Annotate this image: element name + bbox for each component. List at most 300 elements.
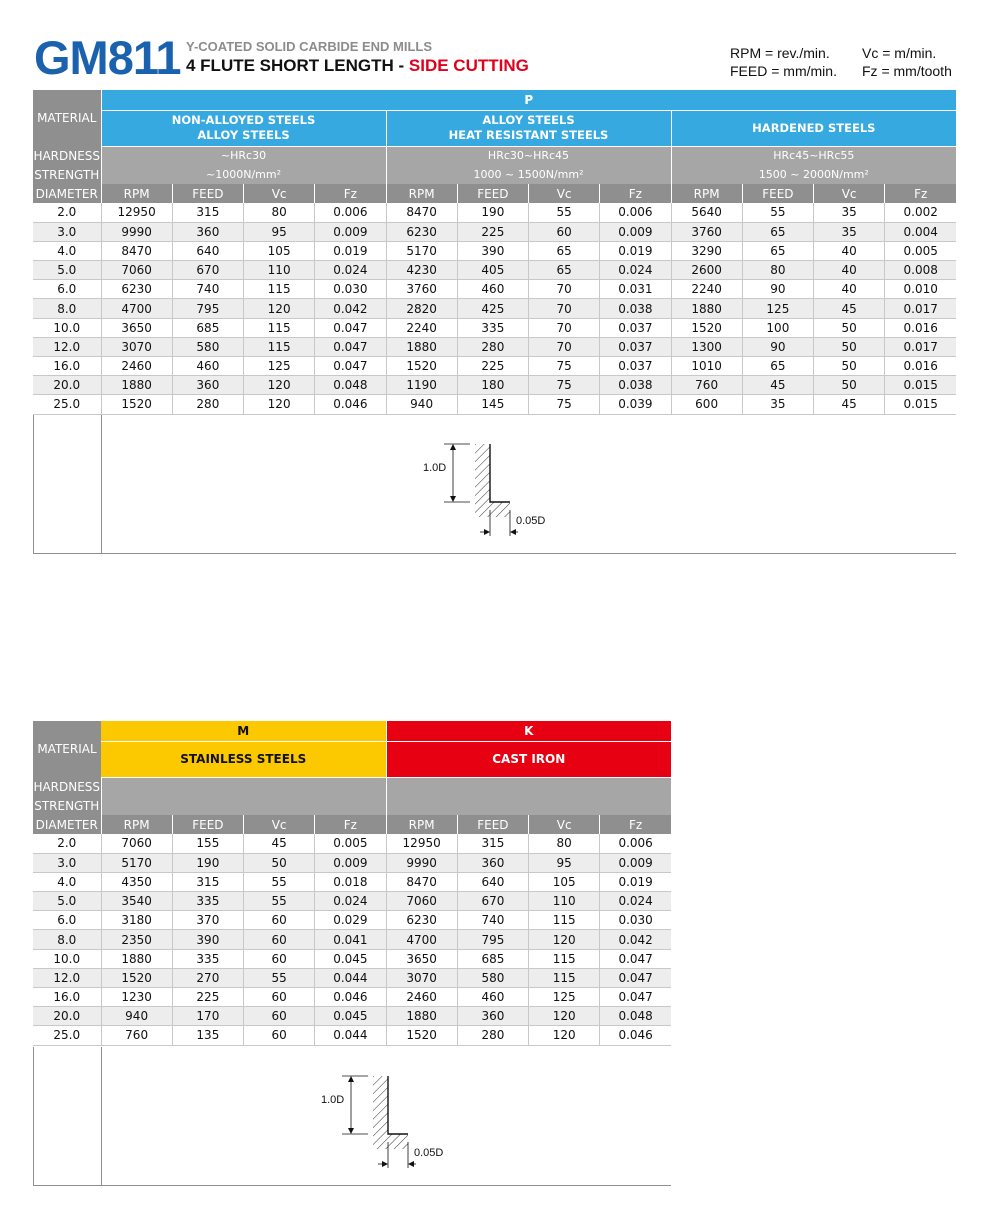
table-cell: 0.037 (600, 357, 671, 376)
group-code-k: K (386, 721, 671, 741)
material-cast-iron: CAST IRON (386, 741, 671, 777)
col-rpm: RPM (386, 184, 457, 203)
table-cell: 75 (529, 357, 600, 376)
table-cell: 115 (529, 911, 600, 930)
table-cell: 5170 (101, 853, 172, 872)
table-cell: 70 (529, 299, 600, 318)
table-cell: 0.024 (315, 892, 386, 911)
table-cell: 0.045 (315, 1007, 386, 1026)
table-cell: 0.024 (600, 261, 671, 280)
table-cell: 0.037 (600, 337, 671, 356)
col-feed: FEED (172, 184, 243, 203)
table-cell: 315 (172, 872, 243, 891)
table-cell: 115 (244, 280, 315, 299)
material-stainless: STAINLESS STEELS (101, 741, 386, 777)
table-cell: 65 (742, 357, 813, 376)
table-cell: 0.015 (885, 395, 956, 414)
col-rpm: RPM (101, 184, 172, 203)
table-cell: 1230 (101, 988, 172, 1007)
table-cell: 670 (172, 261, 243, 280)
table-row (33, 337, 956, 356)
col-vc: Vc (529, 815, 600, 834)
table-cell: 45 (814, 299, 885, 318)
table-cell: 460 (457, 280, 528, 299)
table-cell: 170 (172, 1007, 243, 1026)
table-cell: 80 (742, 261, 813, 280)
depth-label: 1.0D (321, 1094, 345, 1106)
table-cell: 685 (457, 949, 528, 968)
table-row (33, 357, 956, 376)
table-cell: 12950 (101, 203, 172, 222)
table-cell: 65 (529, 261, 600, 280)
table-cell: 3650 (386, 949, 457, 968)
hardness-value: HRc45~HRc55 (671, 146, 956, 165)
table-cell: 2600 (671, 261, 742, 280)
table-cell: 50 (814, 318, 885, 337)
strength-value (101, 796, 386, 815)
table-cell: 0.047 (315, 357, 386, 376)
legend-fz: Fz = mm/tooth (862, 63, 952, 79)
table-row (33, 241, 956, 260)
table-cell: 8470 (386, 872, 457, 891)
product-subtitle: Y-COATED SOLID CARBIDE END MILLS (186, 39, 433, 54)
col-feed: FEED (742, 184, 813, 203)
table-cell: 3180 (101, 911, 172, 930)
table-cell: 4700 (386, 930, 457, 949)
table-cell: 120 (529, 1007, 600, 1026)
table-cell: 0.046 (315, 988, 386, 1007)
material-label: MATERIAL (33, 90, 101, 146)
col-fz: Fz (885, 184, 956, 203)
table-cell: 760 (671, 376, 742, 395)
diameter-cell: 12.0 (33, 968, 101, 987)
table-cell: 460 (457, 988, 528, 1007)
table-cell: 55 (244, 968, 315, 987)
table-cell: 0.002 (885, 203, 956, 222)
table-cell: 3760 (386, 280, 457, 299)
table-cell: 460 (172, 357, 243, 376)
table-row (33, 299, 956, 318)
table-cell: 0.039 (600, 395, 671, 414)
table-cell: 0.015 (885, 376, 956, 395)
material-non-alloyed: NON-ALLOYED STEELS ALLOY STEELS (101, 110, 386, 146)
table-cell: 1520 (386, 357, 457, 376)
table-cell: 2240 (671, 280, 742, 299)
table-cell: 120 (244, 299, 315, 318)
product-title (186, 56, 529, 76)
diameter-cell: 6.0 (33, 911, 101, 930)
table-row (33, 376, 956, 395)
table-cell: 1520 (101, 395, 172, 414)
table-cell: 0.044 (315, 1026, 386, 1045)
table-cell: 5170 (386, 241, 457, 260)
table-cell: 60 (244, 930, 315, 949)
table-cell: 12950 (386, 834, 457, 853)
table-cell: 0.030 (600, 911, 671, 930)
col-fz: Fz (600, 815, 671, 834)
diameter-cell: 2.0 (33, 203, 101, 222)
strength-label: STRENGTH (33, 796, 101, 815)
table-cell: 0.029 (315, 911, 386, 930)
group-code-m: M (101, 721, 386, 741)
strength-label: STRENGTH (33, 165, 101, 184)
table-row (33, 261, 956, 280)
table-cell: 0.005 (885, 241, 956, 260)
table-cell: 1300 (671, 337, 742, 356)
title-highlight: SIDE CUTTING (408, 56, 529, 75)
table-cell: 280 (457, 337, 528, 356)
table-cell: 190 (172, 853, 243, 872)
table-cell: 65 (529, 241, 600, 260)
diameter-cell: 2.0 (33, 834, 101, 853)
table-cell: 0.019 (600, 241, 671, 260)
table-cell: 360 (172, 222, 243, 241)
table-cell: 0.030 (315, 280, 386, 299)
diameter-label: DIAMETER (33, 815, 101, 834)
table-cell: 670 (457, 892, 528, 911)
diameter-cell: 5.0 (33, 892, 101, 911)
table-cell: 50 (814, 337, 885, 356)
strength-value (386, 796, 671, 815)
table-cell: 1190 (386, 376, 457, 395)
table-cell: 270 (172, 968, 243, 987)
col-feed: FEED (457, 184, 528, 203)
table-cell: 390 (172, 930, 243, 949)
table-body (33, 834, 671, 1045)
table-cell: 0.047 (600, 988, 671, 1007)
table-cell: 280 (457, 1026, 528, 1045)
table-cell: 425 (457, 299, 528, 318)
table-cell: 60 (244, 988, 315, 1007)
table-cell: 760 (101, 1026, 172, 1045)
col-rpm: RPM (671, 184, 742, 203)
table-cell: 9990 (386, 853, 457, 872)
table-cell: 2460 (386, 988, 457, 1007)
table-cell: 225 (457, 222, 528, 241)
table-cell: 1520 (386, 1026, 457, 1045)
table-cell: 795 (172, 299, 243, 318)
table-cell: 0.048 (315, 376, 386, 395)
figure-area-left-rule (33, 415, 101, 554)
table-cell: 110 (244, 261, 315, 280)
table-cell: 75 (529, 395, 600, 414)
col-vc: Vc (244, 815, 315, 834)
table-cell: 7060 (101, 834, 172, 853)
table-cell: 8470 (386, 203, 457, 222)
col-fz: Fz (315, 815, 386, 834)
table-cell: 125 (742, 299, 813, 318)
table-row (33, 911, 671, 930)
table-cell: 115 (244, 337, 315, 356)
table-cell: 795 (457, 930, 528, 949)
table-cell: 40 (814, 261, 885, 280)
table-cell: 685 (172, 318, 243, 337)
table-cell: 0.019 (315, 241, 386, 260)
diameter-cell: 25.0 (33, 1026, 101, 1045)
table-cell: 2820 (386, 299, 457, 318)
table-cell: 45 (244, 834, 315, 853)
col-fz: Fz (315, 184, 386, 203)
table-row (33, 318, 956, 337)
table-cell: 6230 (101, 280, 172, 299)
hardness-value (386, 777, 671, 796)
hardness-value: ~HRc30 (101, 146, 386, 165)
table-row (33, 949, 671, 968)
table-cell: 75 (529, 376, 600, 395)
hardness-label: HARDNESS (33, 146, 101, 165)
table-cell: 45 (742, 376, 813, 395)
table-cell: 0.006 (600, 834, 671, 853)
diameter-cell: 16.0 (33, 988, 101, 1007)
table-cell: 1880 (101, 376, 172, 395)
table-cell: 0.037 (600, 318, 671, 337)
table-cell: 315 (172, 203, 243, 222)
table-cell: 0.041 (315, 930, 386, 949)
cutting-table-p (33, 90, 956, 415)
table-cell: 0.038 (600, 299, 671, 318)
diameter-cell: 10.0 (33, 949, 101, 968)
legend-feed: FEED = mm/min. (730, 63, 837, 79)
hardness-value: HRc30~HRc45 (386, 146, 671, 165)
table-cell: 0.010 (885, 280, 956, 299)
table-cell: 4350 (101, 872, 172, 891)
table-cell: 0.024 (600, 892, 671, 911)
table-cell: 0.042 (600, 930, 671, 949)
table-cell: 1880 (101, 949, 172, 968)
table-cell: 60 (244, 1026, 315, 1045)
table-cell: 0.047 (315, 337, 386, 356)
table-cell: 580 (457, 968, 528, 987)
table-cell: 1880 (386, 337, 457, 356)
table-cell: 9990 (101, 222, 172, 241)
table-cell: 4230 (386, 261, 457, 280)
table-cell: 145 (457, 395, 528, 414)
diameter-label: DIAMETER (33, 184, 101, 203)
table-cell: 335 (172, 892, 243, 911)
table-cell: 0.017 (885, 337, 956, 356)
table-cell: 335 (457, 318, 528, 337)
table-body (33, 203, 956, 414)
table-cell: 5640 (671, 203, 742, 222)
table-cell: 55 (529, 203, 600, 222)
table-cell: 0.024 (315, 261, 386, 280)
table-cell: 0.016 (885, 357, 956, 376)
table-cell: 35 (814, 203, 885, 222)
table-cell: 125 (244, 357, 315, 376)
diameter-cell: 8.0 (33, 299, 101, 318)
table-cell: 0.048 (600, 1007, 671, 1026)
table-cell: 50 (244, 853, 315, 872)
width-label: 0.05D (414, 1147, 444, 1159)
table-cell: 0.006 (600, 203, 671, 222)
table-cell: 0.009 (315, 222, 386, 241)
table-cell: 0.006 (315, 203, 386, 222)
depth-label: 1.0D (423, 462, 447, 474)
material-hardened: HARDENED STEELS (671, 110, 956, 146)
table-cell: 0.047 (600, 968, 671, 987)
col-fz: Fz (600, 184, 671, 203)
table-cell: 740 (172, 280, 243, 299)
col-rpm: RPM (386, 815, 457, 834)
table-cell: 4700 (101, 299, 172, 318)
diameter-cell: 25.0 (33, 395, 101, 414)
table-cell: 0.038 (600, 376, 671, 395)
diameter-cell: 12.0 (33, 337, 101, 356)
table-cell: 90 (742, 337, 813, 356)
table-cell: 110 (529, 892, 600, 911)
table-cell: 0.009 (315, 853, 386, 872)
table-cell: 0.042 (315, 299, 386, 318)
table-cell: 640 (172, 241, 243, 260)
table-cell: 3760 (671, 222, 742, 241)
figure-area-left-rule (33, 1047, 101, 1186)
table-cell: 90 (742, 280, 813, 299)
product-code: GM811 (34, 31, 181, 84)
table-cell: 8470 (101, 241, 172, 260)
table-cell: 225 (457, 357, 528, 376)
col-feed: FEED (457, 815, 528, 834)
table-cell: 95 (529, 853, 600, 872)
table-cell: 225 (172, 988, 243, 1007)
table-cell: 1520 (671, 318, 742, 337)
diameter-cell: 3.0 (33, 853, 101, 872)
table-cell: 120 (529, 1026, 600, 1045)
table-cell: 3070 (101, 337, 172, 356)
table-cell: 3070 (386, 968, 457, 987)
table-cell: 600 (671, 395, 742, 414)
table-row (33, 892, 671, 911)
table-cell: 80 (244, 203, 315, 222)
table-cell: 0.045 (315, 949, 386, 968)
table-cell: 0.017 (885, 299, 956, 318)
table-cell: 105 (529, 872, 600, 891)
strength-value: 1500 ~ 2000N/mm² (671, 165, 956, 184)
table-cell: 120 (529, 930, 600, 949)
diameter-cell: 4.0 (33, 241, 101, 260)
diameter-cell: 8.0 (33, 930, 101, 949)
hardness-value (101, 777, 386, 796)
table-cell: 0.018 (315, 872, 386, 891)
table-cell: 360 (457, 853, 528, 872)
table-cell: 0.031 (600, 280, 671, 299)
table-cell: 2350 (101, 930, 172, 949)
table-cell: 115 (529, 968, 600, 987)
table-cell: 0.047 (315, 318, 386, 337)
table-cell: 0.044 (315, 968, 386, 987)
table-cell: 180 (457, 376, 528, 395)
table-row (33, 988, 671, 1007)
table-cell: 80 (529, 834, 600, 853)
diameter-cell: 16.0 (33, 357, 101, 376)
material-label: MATERIAL (33, 721, 101, 777)
table-cell: 0.008 (885, 261, 956, 280)
table-cell: 155 (172, 834, 243, 853)
width-label: 0.05D (516, 515, 546, 527)
legend-rpm: RPM = rev./min. (730, 45, 830, 61)
table-row (33, 395, 956, 414)
table-row (33, 834, 671, 853)
table-row (33, 853, 671, 872)
table-cell: 60 (529, 222, 600, 241)
material-alloy-heat-resistant: ALLOY STEELS HEAT RESISTANT STEELS (386, 110, 671, 146)
table-cell: 120 (244, 395, 315, 414)
table-cell: 3650 (101, 318, 172, 337)
table-cell: 580 (172, 337, 243, 356)
table-cell: 60 (244, 1007, 315, 1026)
table-cell: 95 (244, 222, 315, 241)
diameter-cell: 20.0 (33, 1007, 101, 1026)
table-cell: 0.046 (600, 1026, 671, 1045)
cutting-table-mk (33, 721, 671, 1046)
table-cell: 405 (457, 261, 528, 280)
unit-legend-right (862, 44, 952, 80)
table-cell: 55 (244, 892, 315, 911)
unit-legend-left (730, 44, 837, 80)
table-cell: 1880 (671, 299, 742, 318)
table-cell: 360 (172, 376, 243, 395)
table-cell: 70 (529, 280, 600, 299)
table-cell: 105 (244, 241, 315, 260)
table-cell: 360 (457, 1007, 528, 1026)
table-cell: 0.005 (315, 834, 386, 853)
table-cell: 45 (814, 395, 885, 414)
table-cell: 125 (529, 988, 600, 1007)
table-cell: 0.019 (600, 872, 671, 891)
col-feed: FEED (172, 815, 243, 834)
table-cell: 55 (244, 872, 315, 891)
table-cell: 640 (457, 872, 528, 891)
table-cell: 1010 (671, 357, 742, 376)
table-cell: 120 (244, 376, 315, 395)
table-cell: 60 (244, 949, 315, 968)
table-cell: 315 (457, 834, 528, 853)
table-cell: 70 (529, 337, 600, 356)
table-cell: 940 (101, 1007, 172, 1026)
table-cell: 390 (457, 241, 528, 260)
table-cell: 3540 (101, 892, 172, 911)
diameter-cell: 20.0 (33, 376, 101, 395)
table-cell: 7060 (386, 892, 457, 911)
table-cell: 7060 (101, 261, 172, 280)
table-cell: 65 (742, 222, 813, 241)
table-cell: 3290 (671, 241, 742, 260)
table-row (33, 930, 671, 949)
col-rpm: RPM (101, 815, 172, 834)
table-cell: 60 (244, 911, 315, 930)
table-cell: 115 (529, 949, 600, 968)
table-cell: 40 (814, 280, 885, 299)
table-cell: 190 (457, 203, 528, 222)
table-cell: 115 (244, 318, 315, 337)
group-code-p: P (101, 90, 956, 110)
table-cell: 280 (172, 395, 243, 414)
table-row (33, 222, 956, 241)
table-cell: 0.016 (885, 318, 956, 337)
table-row (33, 1007, 671, 1026)
side-cutting-diagram (420, 440, 560, 540)
table-cell: 370 (172, 911, 243, 930)
table-row (33, 872, 671, 891)
table-cell: 50 (814, 376, 885, 395)
table-cell: 6230 (386, 222, 457, 241)
table-cell: 0.009 (600, 222, 671, 241)
table-cell: 940 (386, 395, 457, 414)
table-cell: 1880 (386, 1007, 457, 1026)
table-cell: 35 (814, 222, 885, 241)
diameter-cell: 10.0 (33, 318, 101, 337)
table-cell: 0.004 (885, 222, 956, 241)
table-cell: 6230 (386, 911, 457, 930)
